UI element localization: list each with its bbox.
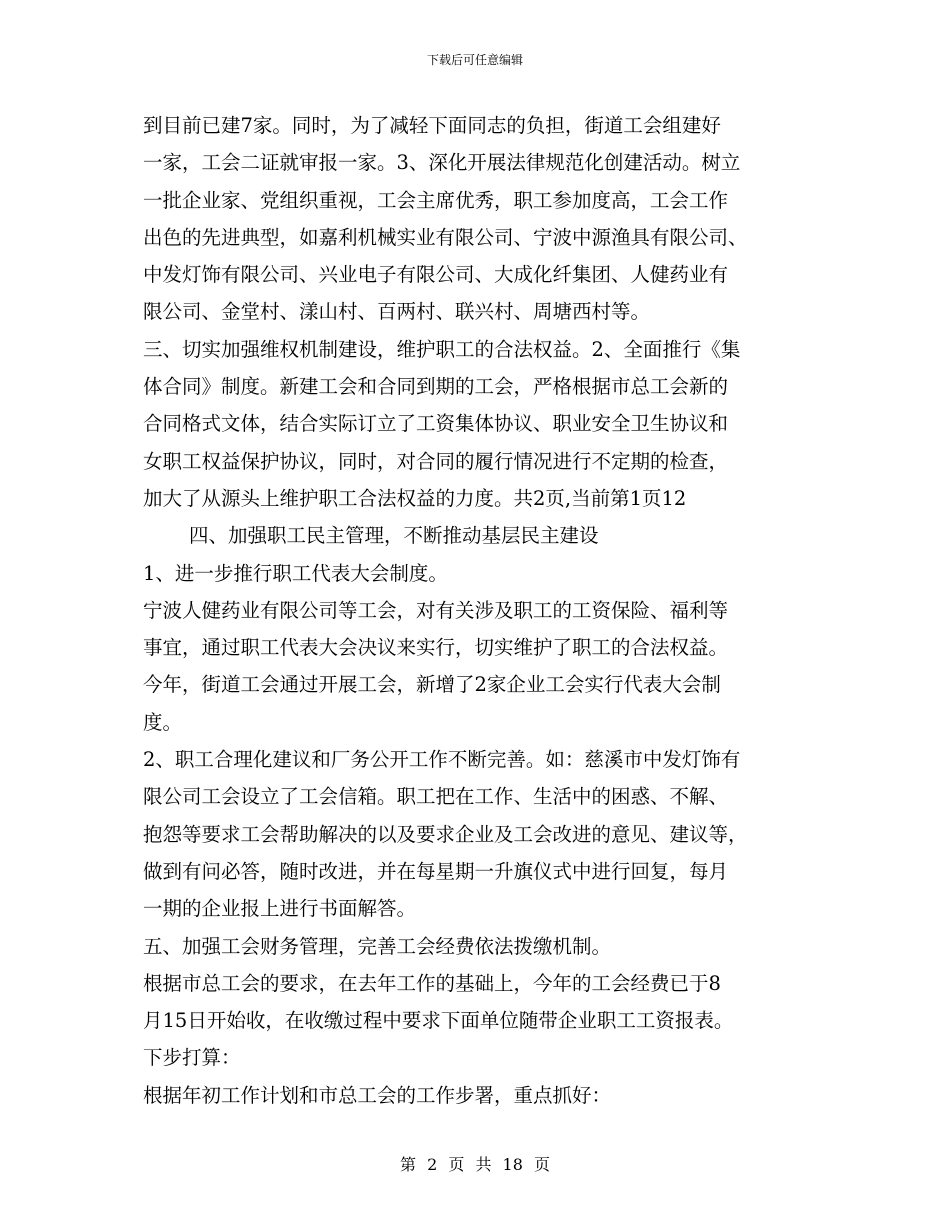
section-heading: 五、加强工会财务管理，完善工会经费依法拨缴机制。: [143, 934, 612, 958]
text-line: 体合同》制度。新建工会和合同到期的工会，严格根据市总工会新的: [143, 375, 729, 399]
text-line: 到目前已建7家。同时，为了减轻下面同志的负担，街道工会组建好: [143, 114, 721, 137]
section-heading: 四、加强职工民主管理，不断推动基层民主建设: [189, 524, 599, 548]
text-line: 今年，街道工会通过开展工会，新增了2家企业工会实行代表大会制: [143, 673, 721, 697]
text-line: 做到有问必答，随时改进，并在每星期一升旗仪式中进行回复，每月: [143, 859, 729, 883]
text-line: 一家，工会二证就审报一家。3、深化开展法律规范化创建活动。树立: [143, 151, 741, 175]
text-line: 根据市总工会的要求，在去年工作的基础上，今年的工会经费已于8: [143, 971, 721, 995]
subsection-heading: 1、进一步推行职工代表大会制度。: [143, 561, 448, 585]
text-line: 度。: [143, 710, 183, 734]
text-line: 加大了从源头上维护职工合法权益的力度。共2页,当前第1页12: [143, 486, 687, 510]
subsection-heading: 2、职工合理化建议和厂务公开工作不断完善。如：慈溪市中发灯饰有: [143, 748, 741, 772]
text-line: 月15日开始收，在收缴过程中要求下面单位随带企业职工工资报表。: [143, 1009, 734, 1033]
text-line: 宁波人健药业有限公司等工会，对有关涉及职工的工资保险、福利等: [143, 598, 729, 622]
text-line: 一批企业家、党组织重视，工会主席优秀，职工参加度高，工会工作: [143, 188, 729, 212]
document-body: [143, 107, 823, 1114]
text-line: 事宜，通过职工代表大会决议来实行，切实维护了职工的合法权益。: [143, 636, 729, 660]
text-line: 女职工权益保护协议，同时，对合同的履行情况进行不定期的检查，: [143, 449, 729, 473]
page-footer: 第 2 页 共 18 页: [400, 1155, 550, 1174]
text-line: 限公司、金堂村、漾山村、百两村、联兴村、周塘西村等。: [143, 300, 651, 324]
text-line: 根据年初工作计划和市总工会的工作步署，重点抓好：: [143, 1083, 612, 1107]
text-line: 限公司工会设立了工会信箱。职工把在工作、生活中的困惑、不解、: [143, 785, 729, 809]
text-line: 中发灯饰有限公司、兴业电子有限公司、大成化纤集团、人健药业有: [143, 263, 729, 287]
text-line: 出色的先进典型，如嘉利机械实业有限公司、宁波中源渔具有限公司、: [143, 225, 748, 249]
page-header: 下载后可任意编辑: [426, 53, 523, 67]
text-line: 抱怨等要求工会帮助解决的以及要求企业及工会改进的意见、建议等，: [143, 822, 748, 846]
text-line: 下步打算：: [143, 1046, 241, 1070]
text-line: 一期的企业报上进行书面解答。: [143, 897, 417, 921]
text-line: 合同格式文体，结合实际订立了工资集体协议、职业安全卫生协议和: [143, 412, 729, 436]
section-heading: 三、切实加强维权机制建设，维护职工的合法权益。2、全面推行《集: [143, 337, 741, 361]
